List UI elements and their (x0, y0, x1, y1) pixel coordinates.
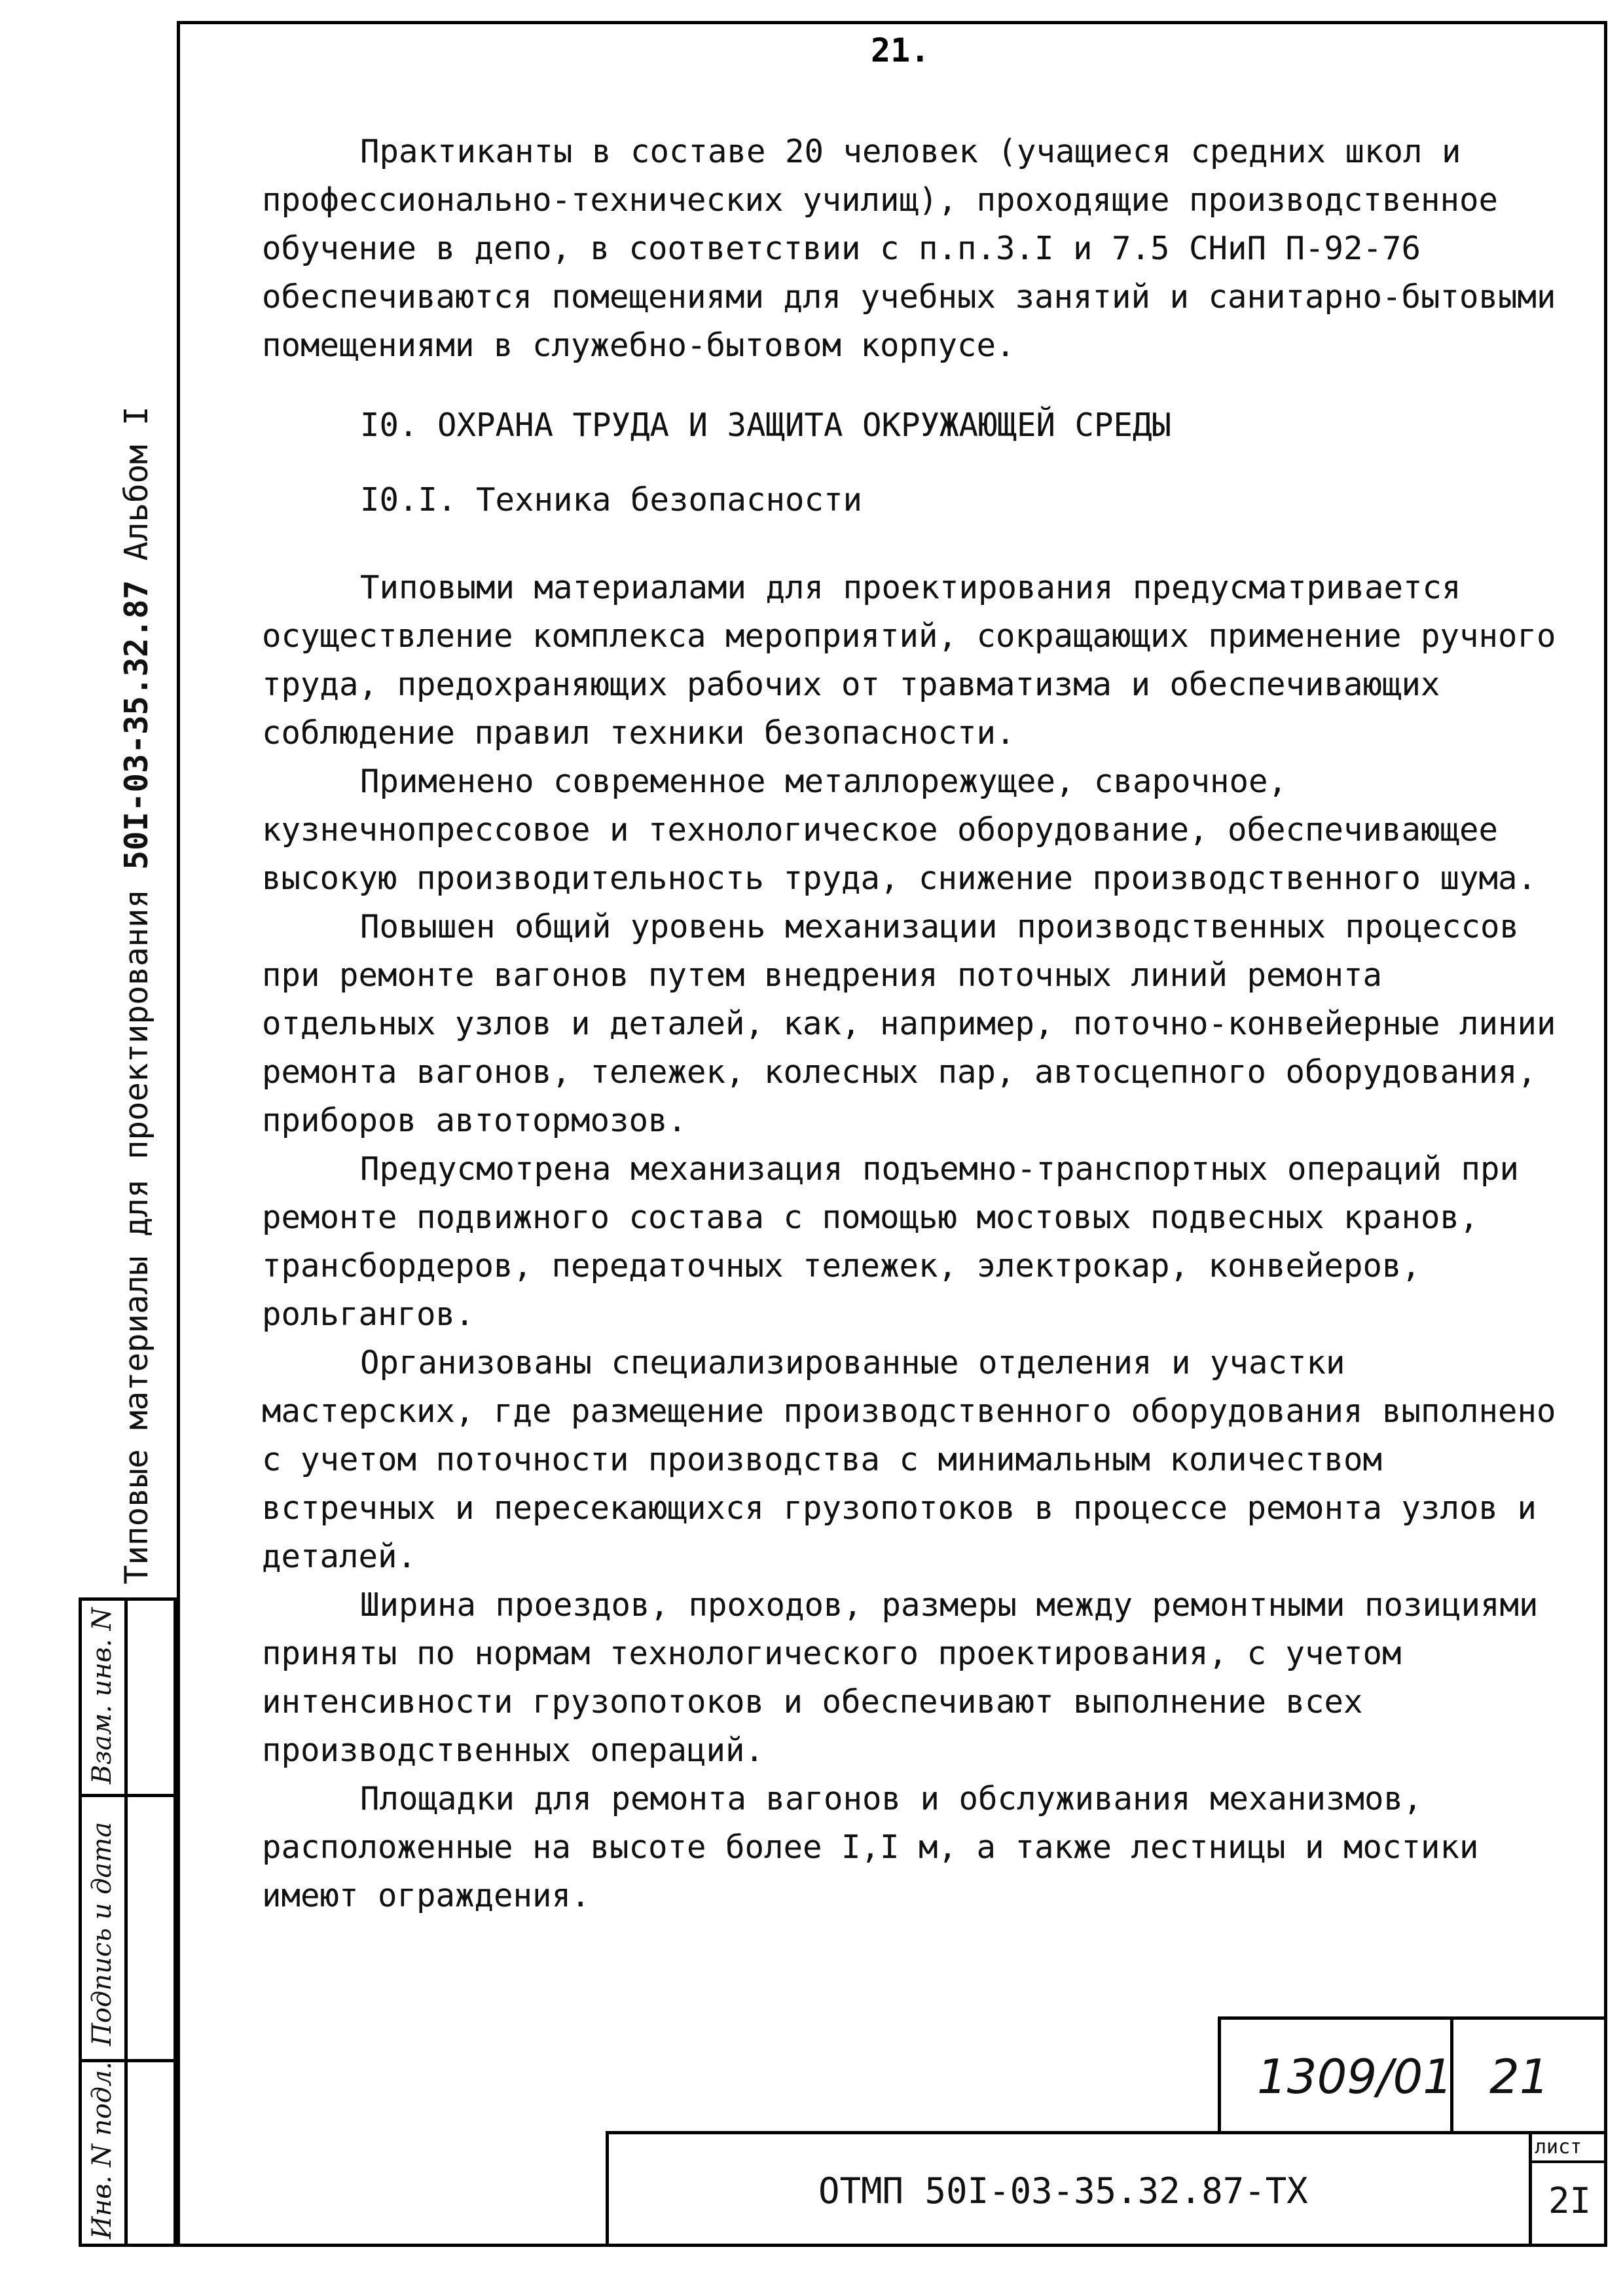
section-heading: I0. ОХРАНА ТРУДА И ЗАЩИТА ОКРУЖАЮЩЕЙ СРЕДЫ (360, 407, 1172, 444)
document-body (262, 128, 1565, 1920)
stamp-divider-vertical (124, 1601, 128, 2244)
paragraph-trainees: Практиканты в составе 20 человек (учащиеся средних школ и профессионально-технических училищ), проходящие производственное обучение в депо, в соответствии с п.п.3.I и 7.5 СНиП П-92-76 обеспечиваются помещениями для учебных занятий и санитарно-бытовыми помещениями в служебно-бытовом корпусе. (262, 133, 1556, 364)
handwritten-page: 21 (1489, 2049, 1550, 2104)
paragraph-safety-3: Повышен общий уровень механизации производственных процессов при ремонте вагонов путем внедрения поточных линий ремонта отдельных узлов и деталей, как, например, поточно-конвейерные линии ремонта вагонов, тележек, колесных пар, автосцепного оборудования, приборов автотормозов. (262, 908, 1556, 1139)
title-block-number-cell (1218, 2016, 1453, 2134)
paragraph-safety-6: Ширина проездов, проходов, размеры между ремонтными позициями приняты по нормам технологического проектирования, с учетом интенсивности грузопотоков и обеспечивают выполнение всех производственных операций. (262, 1586, 1539, 1769)
side-title-suffix: Альбом I (118, 406, 155, 580)
page-number: 21. (871, 31, 930, 69)
approval-stamp-column (79, 1597, 177, 2247)
side-title-prefix: Типовые материалы для проектирования (118, 869, 155, 1584)
stamp-divider (82, 1794, 173, 1797)
document-code: ОТМП 50I-03-35.32.87-ТХ (818, 2170, 1308, 2212)
paragraph-safety-5: Организованы специализированные отделения и участки мастерских, где размещение производственного оборудования выполнено с учетом поточности производства с минимальным количеством встречных и пересекающихся грузопотоков в процессе ремонта узлов и деталей. (262, 1344, 1556, 1575)
paragraph-safety-1: Типовыми материалами для проектирования предусматривается осуществление комплекса мероприятий, сокращающих применение ручного труда, предохраняющих рабочих от травматизма и обеспечивающих соблюдение правил техники безопасности. (262, 569, 1556, 752)
handwritten-number: 1309/01 (1257, 2049, 1453, 2104)
paragraph-safety-2: Применено современное металлорежущее, сварочное, кузнечнопрессовое и технологическое оборудование, обеспечивающее высокую производительность труда, снижение производственного шума. (262, 763, 1537, 897)
stamp-label-podpis-data: Подпись и дата (87, 1821, 117, 2046)
stamp-label-vzam-inv: Взам. инв. N (87, 1607, 117, 1784)
sheet-divider (1532, 2160, 1604, 2163)
title-block-code-cell (606, 2131, 1532, 2247)
stamp-label-inv-podl: Инв. N подл. (87, 2061, 117, 2239)
sheet-number: 2I (1548, 2180, 1592, 2221)
side-title-code: 50I-03-35.32.87 (118, 579, 155, 870)
title-block-sheet-cell (1529, 2131, 1607, 2247)
title-block-page-cell (1450, 2016, 1607, 2134)
paragraph-safety-7: Площадки для ремонта вагонов и обслуживания механизмов, расположенные на высоте более I,I м, а также лестницы и мостики имеют ограждения. (262, 1780, 1479, 1914)
subsection-heading: I0.I. Техника безопасности (360, 481, 863, 519)
sheet-label: лист (1535, 2136, 1582, 2159)
side-album-title (118, 406, 155, 1584)
paragraph-safety-4: Предусмотрена механизация подъемно-транспортных операций при ремонте подвижного состава с помощью мостовых подвесных кранов, трансбордеров, передаточных тележек, электрокар, конвейеров, рольгангов. (262, 1150, 1520, 1333)
